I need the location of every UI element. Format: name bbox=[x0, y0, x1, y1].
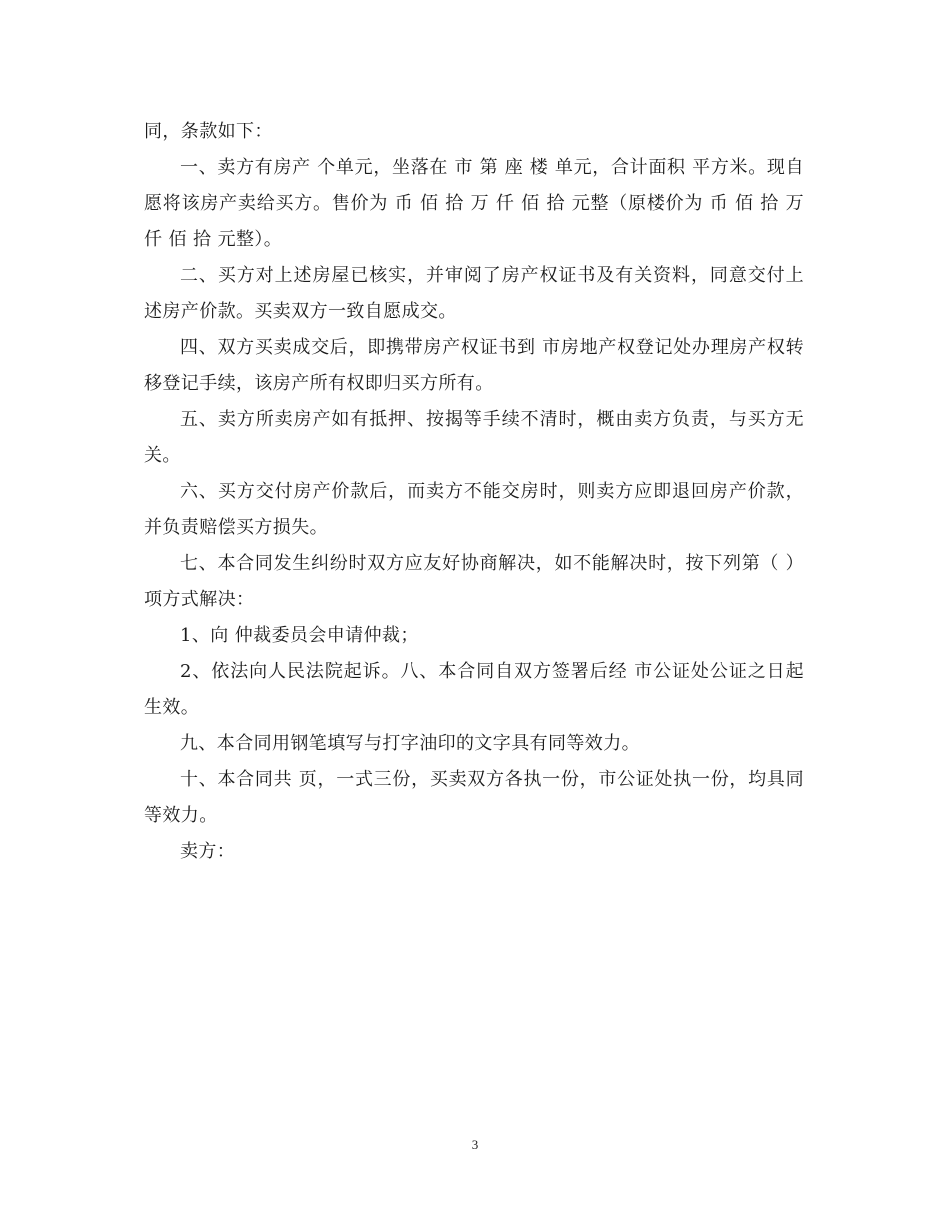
paragraph-option-1: 1、向 仲裁委员会申请仲裁； bbox=[180, 625, 419, 646]
paragraph-clause-2: 二、买方对上述房屋已核实，并审阅了房产权证书及有关资料，同意交付上述房产价款。买卖双方一致自愿成交。 bbox=[144, 265, 804, 322]
document-body bbox=[144, 114, 804, 870]
paragraph-clause-7: 七、本合同发生纠纷时双方应友好协商解决，如不能解决时，按下列第（ ）项方式解决： bbox=[144, 553, 804, 610]
paragraph-clause-10: 十、本合同共 页，一式三份，买卖双方各执一份，市公证处执一份，均具同等效力。 bbox=[144, 769, 804, 826]
paragraph-clause-1: 一、卖方有房产 个单元，坐落在 市 第 座 楼 单元，合计面积 平方米。现自愿将该房产卖给买方。售价为 币 佰 拾 万 仟 佰 拾 元整（原楼价为 币 佰 拾 万 仟 佰 拾 元整）。 bbox=[144, 157, 804, 250]
paragraph-intro: 同，条款如下： bbox=[144, 121, 273, 142]
paragraph-clause-5: 五、卖方所卖房产如有抵押、按揭等手续不清时，概由卖方负责，与买方无关。 bbox=[144, 409, 804, 466]
page-number: 3 bbox=[471, 1137, 479, 1152]
paragraph-clause-9: 九、本合同用钢笔填写与打字油印的文字具有同等效力。 bbox=[180, 733, 640, 754]
paragraph-clause-6: 六、买方交付房产价款后，而卖方不能交房时，则卖方应即退回房产价款，并负责赔偿买方损失。 bbox=[144, 481, 804, 538]
paragraph-option-2: 2、依法向人民法院起诉。八、本合同自双方签署后经 市公证处公证之日起生效。 bbox=[144, 661, 804, 718]
paragraph-clause-4: 四、双方买卖成交后，即携带房产权证书到 市房地产权登记处办理房产权转移登记手续，该房产所有权即归买方所有。 bbox=[144, 337, 804, 394]
paragraph-seller-signature: 卖方： bbox=[180, 841, 236, 862]
